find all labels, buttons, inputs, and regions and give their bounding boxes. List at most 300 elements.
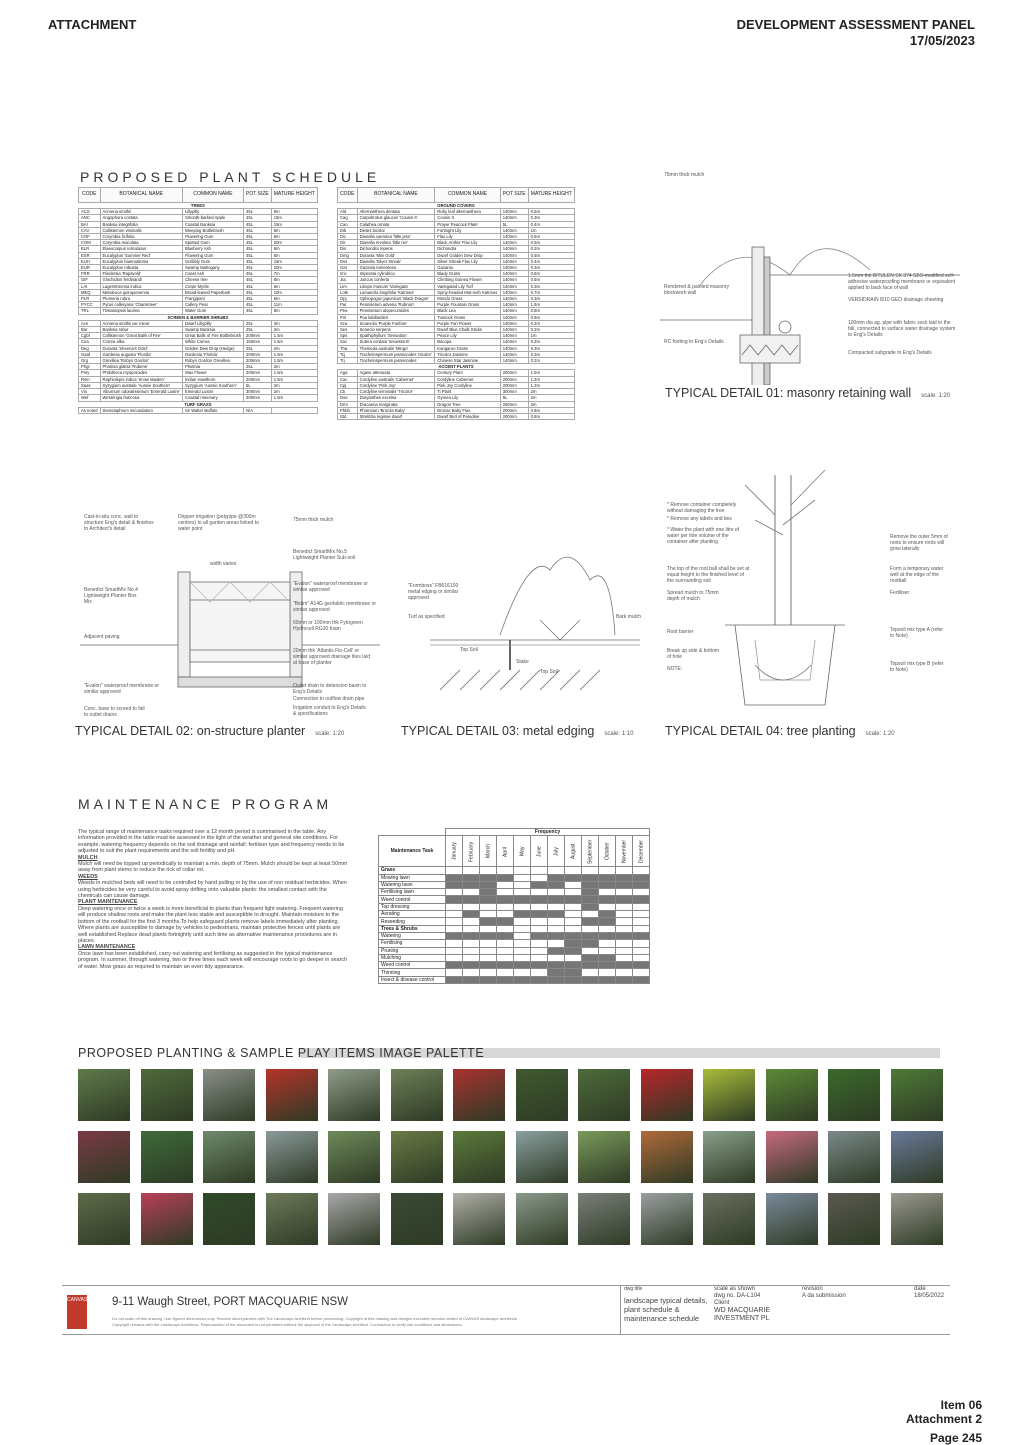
- d2-note-mulch: 75mm thick mulch: [293, 517, 334, 523]
- schedule-cell: 0.5m: [528, 240, 574, 246]
- schedule-column-header: MATURE HEIGHT: [271, 188, 317, 203]
- maintenance-cell: [463, 889, 480, 896]
- maintenance-cell: [446, 874, 463, 881]
- schedule-row: [338, 314, 575, 320]
- maintenance-cell: [497, 976, 514, 983]
- maintenance-cell: [531, 874, 548, 881]
- schedule-cell: 0.2m: [528, 246, 574, 252]
- palette-photo: [453, 1131, 505, 1183]
- maintenance-cell: [446, 969, 463, 976]
- schedule-cell: 0.7m: [528, 289, 574, 295]
- schedule-cell: Frangipani: [182, 296, 243, 302]
- schedule-cell: Dragon Tree: [435, 401, 500, 407]
- d4-note-root-barrier: Root barrier: [667, 629, 694, 635]
- schedule-cell: Cpj: [338, 382, 358, 388]
- schedule-cell: [271, 407, 317, 413]
- palette-photo: [641, 1069, 693, 1121]
- schedule-cell: Correa alba: [100, 339, 182, 345]
- month-header: November: [616, 836, 633, 867]
- schedule-cell: Tristaniopsis laurina: [100, 308, 182, 314]
- schedule-cell: Pol: [338, 314, 358, 320]
- maintenance-cell: [548, 969, 565, 976]
- maintenance-frequency-row: [379, 829, 650, 836]
- schedule-cell: MEQ: [79, 289, 101, 295]
- schedule-cell: Cordyline 'Pink Joy': [357, 382, 435, 388]
- schedule-cell: 140mm: [500, 314, 528, 320]
- schedule-cell: Photinia glabra 'Rubens': [100, 364, 182, 370]
- schedule-cell: Drm: [338, 401, 358, 407]
- schedule-row: [79, 258, 318, 264]
- maintenance-cell: [582, 925, 599, 932]
- schedule-cell: 25L: [244, 327, 272, 333]
- schedule-cell: Poa labillardieri: [357, 314, 435, 320]
- d4-note-labels: * Remove any labels and ties: [667, 516, 732, 522]
- schedule-cell: 45L: [244, 289, 272, 295]
- schedule-cell: Dianella revoluta 'little rev': [357, 240, 435, 246]
- schedule-cell: Swamp Mahogany: [182, 265, 243, 271]
- d1-note-drain: VERSIDRAIN 8/10 GEO drainage sheeting: [848, 297, 944, 303]
- d1-note-pipe: 100mm dia ag. pipe with fabric sock laid to the fall, connected to surface water drainage system to Eng's Details: [848, 320, 956, 338]
- schedule-cell: Acs: [79, 320, 101, 326]
- schedule-cell: 0.5m: [528, 252, 574, 258]
- schedule-cell: 140mm: [500, 277, 528, 283]
- maintenance-cell: [599, 969, 616, 976]
- schedule-cell: Variegated Lily Turf: [435, 283, 500, 289]
- maintenance-cell: [565, 874, 582, 881]
- schedule-cell: 2m: [271, 364, 317, 370]
- schedule-cell: 45L: [244, 271, 272, 277]
- schedule-cell: 200mm: [244, 395, 272, 401]
- palette-photo: [828, 1069, 880, 1121]
- schedule-cell: Saas: [79, 382, 101, 388]
- schedule-cell: Grevillea 'Robyn Gordon': [100, 358, 182, 364]
- maintenance-cell: [633, 940, 650, 947]
- schedule-cell: Suc: [338, 339, 358, 345]
- maintenance-cell: [599, 932, 616, 939]
- maintenance-cell: [565, 932, 582, 939]
- schedule-cell: 1.2m: [528, 382, 574, 388]
- schedule-section-name: GROUND COVERS: [338, 203, 575, 209]
- detail-04-title: [665, 724, 895, 738]
- maintenance-cell: [480, 954, 497, 961]
- schedule-cell: Climbing Guinea Flower: [435, 277, 500, 283]
- schedule-row: [338, 376, 575, 382]
- schedule-cell: N/A: [244, 407, 272, 413]
- schedule-row: [338, 302, 575, 308]
- maintenance-cell: [565, 925, 582, 932]
- schedule-cell: Juncus conferta: [357, 277, 435, 283]
- maintenance-cell: [497, 911, 514, 918]
- maintenance-cell: [497, 881, 514, 888]
- schedule-cell: 45L: [244, 283, 272, 289]
- palette-photo: [141, 1193, 193, 1245]
- schedule-row: [79, 351, 318, 357]
- maintenance-cell: [514, 867, 531, 874]
- maintenance-cell: [565, 918, 582, 925]
- maintenance-cell: [633, 889, 650, 896]
- palette-photo: [703, 1069, 755, 1121]
- schedule-cell: 140mm: [500, 345, 528, 351]
- maintenance-heading: LAWN MAINTENANCE: [78, 944, 136, 951]
- schedule-cell: Dic: [338, 234, 358, 240]
- maintenance-group-name: Grass: [379, 867, 446, 874]
- maintenance-paragraph: Weeds in mulched beds will need to be controlled by hand pulling or by the use of non residual herbicides. When using herbicides be very careful to avoid spray drifting onto valuable plants: the smallest contact with the chemicals can cause damage.: [78, 880, 347, 900]
- detail-02-title-text: TYPICAL DETAIL 02: on-structure planter: [75, 724, 306, 738]
- maintenance-task-row: [379, 903, 650, 910]
- month-header: February: [463, 836, 480, 867]
- d4-note-container: * Remove container completely without damaging the tree: [667, 502, 737, 514]
- schedule-cell: Weeping Bottlebrush: [182, 227, 243, 233]
- panel-date: 17/05/2023: [909, 33, 975, 48]
- palette-photo: [328, 1131, 380, 1183]
- schedule-cell: 45L: [244, 215, 272, 221]
- schedule-row: [79, 339, 318, 345]
- schedule-cell: Dis: [338, 246, 358, 252]
- schedule-cell: Dss: [338, 258, 358, 264]
- maintenance-cell: [531, 969, 548, 976]
- d2-note-foam: 60mm or 100mm thk Fytogreen Hydrocell RG30 foam: [293, 620, 363, 632]
- schedule-cell: ELR: [79, 246, 101, 252]
- schedule-row: [338, 277, 575, 283]
- schedule-cell: Eucalyptus 'Summer Red': [100, 252, 182, 258]
- schedule-cell: 200mm: [500, 376, 528, 382]
- schedule-cell: 200mm: [500, 370, 528, 376]
- maintenance-cell: [446, 903, 463, 910]
- maintenance-cell: [616, 903, 633, 910]
- d4-note-break-up: Break up side & bottom of hole: [667, 648, 719, 660]
- schedule-cell: 140mm: [500, 289, 528, 295]
- maintenance-cell: [463, 962, 480, 969]
- schedule-cell: Agave attenuata: [357, 370, 435, 376]
- maintenance-cell: [480, 896, 497, 903]
- schedule-cell: Dwarf Lillypilly: [182, 320, 243, 326]
- schedule-column-header: COMMON NAME: [182, 188, 243, 203]
- maintenance-cell: [565, 976, 582, 983]
- schedule-cell: Raphiolepis indica 'Snow Maiden': [100, 376, 182, 382]
- schedule-cell: 140mm: [500, 308, 528, 314]
- schedule-cell: 45L: [244, 302, 272, 308]
- maintenance-heading: PLANT MAINTENANCE: [78, 899, 138, 906]
- maintenance-cell: [565, 867, 582, 874]
- schedule-cell: 140mm: [500, 258, 528, 264]
- maintenance-cell: [514, 940, 531, 947]
- maintenance-task-row: [379, 911, 650, 918]
- maintenance-table: [378, 828, 650, 984]
- schedule-cell: 10m: [271, 289, 317, 295]
- maintenance-task-name: Watering: [379, 932, 446, 939]
- schedule-cell: Gymea Lily: [435, 395, 500, 401]
- schedule-cell: Eucalyptus haemastoma: [100, 258, 182, 264]
- schedule-cell: Dracaena marginata: [357, 401, 435, 407]
- maintenance-cell: [582, 896, 599, 903]
- maintenance-cell: [480, 903, 497, 910]
- maintenance-cell: [565, 903, 582, 910]
- schedule-cell: 2m: [271, 327, 317, 333]
- schedule-cell: Dianella caerulea 'little jess': [357, 234, 435, 240]
- schedule-cell: Coa: [79, 339, 101, 345]
- schedule-cell: EUH: [79, 258, 101, 264]
- date-value: 18/05/2022: [914, 1293, 945, 1299]
- schedule-cell: 1.5m: [528, 370, 574, 376]
- maintenance-cell: [599, 874, 616, 881]
- schedule-cell: Cousin It: [435, 215, 500, 221]
- maintenance-task-row: [379, 896, 650, 903]
- maintenance-cell: [480, 925, 497, 932]
- schedule-cell: Lim: [338, 283, 358, 289]
- schedule-cell: Flowering Gum: [182, 234, 243, 240]
- d1-note-mulch: 75mm thick mulch: [664, 172, 705, 178]
- maintenance-task-name: Weed control: [379, 962, 446, 969]
- schedule-cell: Dwarf Bird of Paradise: [435, 413, 500, 419]
- schedule-header-row: [79, 188, 318, 203]
- month-header: March: [480, 836, 497, 867]
- maintenance-cell: [497, 954, 514, 961]
- schedule-column-header: CODE: [79, 188, 101, 203]
- schedule-cell: 0.8m: [528, 314, 574, 320]
- schedule-cell: Pennisetum alopecuroides: [357, 308, 435, 314]
- schedule-cell: Coastal rosemary: [182, 395, 243, 401]
- maintenance-cell: [565, 940, 582, 947]
- schedule-column-header: POT SIZE: [244, 188, 272, 203]
- maintenance-cell: [514, 889, 531, 896]
- schedule-cell: 140mm: [500, 327, 528, 333]
- schedule-column-header: CODE: [338, 188, 358, 203]
- titleblock-bottom-rule: [62, 1334, 950, 1335]
- maintenance-text: [78, 829, 348, 970]
- maintenance-cell: [446, 881, 463, 888]
- schedule-cell: Imc: [338, 271, 358, 277]
- d1-note-wall: Rendered & painted masonry blockwork wall: [664, 284, 730, 296]
- schedule-cell: 1.5m: [528, 302, 574, 308]
- maintenance-cell: [633, 881, 650, 888]
- schedule-cell: Calathea ornata: [357, 221, 435, 227]
- palette-photo: [766, 1193, 818, 1245]
- schedule-cell: 2m: [271, 389, 317, 395]
- schedule-row: [338, 221, 575, 227]
- schedule-cell: 20m: [271, 265, 317, 271]
- schedule-cell: Cheese tree: [182, 277, 243, 283]
- schedule-cell: 1.5m: [271, 358, 317, 364]
- maintenance-cell: [514, 976, 531, 983]
- maintenance-cell: [599, 881, 616, 888]
- palette-photo: [578, 1131, 630, 1183]
- schedule-cell: Bacopa: [435, 339, 500, 345]
- schedule-cell: Cgbf: [79, 333, 101, 339]
- palette-photo: [891, 1069, 943, 1121]
- maintenance-paragraph: Mulch will need be topped up periodically to maintain a min. depth of 75mm. Mulch should be kept at least 50mm away from plant stems to reduce the rick of collar rot.: [78, 861, 348, 874]
- schedule-column-header: COMMON NAME: [435, 188, 500, 203]
- schedule-cell: Spathiphyllum 'Sensation': [357, 333, 435, 339]
- maintenance-cell: [497, 867, 514, 874]
- schedule-cell: 0.6m: [528, 271, 574, 277]
- maintenance-cell: [497, 925, 514, 932]
- maintenance-group-row: [379, 925, 650, 932]
- maintenance-cell: [480, 947, 497, 954]
- schedule-cell: 0.4m: [528, 258, 574, 264]
- schedule-cell: Mondo Grass: [435, 296, 500, 302]
- d3-note-topsoil: Top Soil: [460, 647, 478, 653]
- maintenance-cell: [446, 932, 463, 939]
- maintenance-cell: [616, 940, 633, 947]
- palette-photo: [266, 1069, 318, 1121]
- schedule-cell: 3m: [271, 320, 317, 326]
- schedule-cell: Par: [338, 302, 358, 308]
- maintenance-cell: [480, 867, 497, 874]
- schedule-cell: Fortnight Lily: [435, 227, 500, 233]
- schedule-row: [338, 370, 575, 376]
- schedule-row: [79, 333, 318, 339]
- schedule-row: [338, 240, 575, 246]
- palette-photo: [391, 1131, 443, 1183]
- maintenance-cell: [480, 881, 497, 888]
- schedule-cell: 2m: [528, 389, 574, 395]
- item-reference: [906, 1398, 982, 1426]
- schedule-cell: Vio: [79, 389, 101, 395]
- maintenance-cell: [582, 947, 599, 954]
- detail-01-scale: scale: 1:20: [921, 393, 951, 399]
- maintenance-cell: [531, 925, 548, 932]
- maintenance-cell: [616, 962, 633, 969]
- maintenance-cell: [446, 896, 463, 903]
- schedule-cell: Deg: [79, 345, 101, 351]
- schedule-column-header: POT SIZE: [500, 188, 528, 203]
- maintenance-cell: [582, 874, 599, 881]
- schedule-cell: 15m: [271, 221, 317, 227]
- maintenance-paragraph: Deep watering once or twice a week is more beneficial to plants than frequent light watering. Frequent watering will produce shallow roots and make the plant less stable and susceptible to drought. Maintain moisture to the bottom of the rootball for the first 3 months.To help safeguard plants remove labels immediately after planting. Where plants are susceptible to damage by vehicles to pedestrians, maintain protective fences until plants are well established.Replace dead plants fortnightly until such time as alternative maintenance procedures are in places.: [78, 905, 343, 944]
- schedule-cell: 1.5m: [271, 339, 317, 345]
- schedule-cell: Dianella 'Silver Streak': [357, 258, 435, 264]
- schedule-cell: 7m: [271, 271, 317, 277]
- schedule-cell: 140mm: [500, 351, 528, 357]
- schedule-cell: 45L: [244, 277, 272, 283]
- maintenance-cell: [497, 947, 514, 954]
- maintenance-cell: [514, 932, 531, 939]
- schedule-cell: Cag: [338, 215, 358, 221]
- maintenance-cell: [463, 954, 480, 961]
- schedule-cell: Ophiopogon japonicus 'Black Dragon': [357, 296, 435, 302]
- detail-03-drawing: [400, 540, 650, 720]
- schedule-cell: Banksia integrifolia: [100, 221, 182, 227]
- schedule-row: [79, 407, 318, 413]
- schedule-cell: Bronze Baby Flax: [435, 407, 500, 413]
- schedule-cell: 200mm: [500, 413, 528, 419]
- maintenance-task-row: [379, 889, 650, 896]
- client-label: Client: [714, 1300, 730, 1306]
- schedule-cell: Pyrus calleryana 'Chanticleer': [100, 302, 182, 308]
- detail-04-scale: scale: 1:20: [865, 731, 895, 737]
- schedule-cell: 140mm: [500, 339, 528, 345]
- maintenance-cell: [633, 976, 650, 983]
- d4-note-topsoil-a: Topsoil mix type A (refer to Note): [890, 627, 944, 639]
- schedule-cell: 45L: [244, 234, 272, 240]
- maintenance-month-row: [379, 836, 650, 867]
- schedule-cell: 0.4m: [528, 221, 574, 227]
- schedule-cell: Ti Plant: [435, 389, 500, 395]
- schedule-cell: Callery Pear: [182, 302, 243, 308]
- schedule-cell: Acmena smithii: [100, 209, 182, 215]
- maintenance-cell: [599, 903, 616, 910]
- schedule-cell: Melaleuca quinquenervia: [100, 289, 182, 295]
- copyright-line-2: Copyright remains with the Landscape Architects. Reproduction of the document is not permitted without the approval of the Landscape Architect. Contractors to verify site conditions and dimensions.: [112, 1322, 463, 1327]
- maintenance-cell: [463, 903, 480, 910]
- schedule-row: [338, 296, 575, 302]
- schedule-cell: White Correa: [182, 339, 243, 345]
- schedule-cell: Black Lea: [435, 308, 500, 314]
- maintenance-cell: [599, 867, 616, 874]
- schedule-row: [79, 265, 318, 271]
- schedule-cell: Peace Lily: [435, 333, 500, 339]
- d2-note-outlet: Outlet drain to detension basin to Eng's Details: [293, 683, 367, 695]
- attachment-label: ATTACHMENT: [48, 17, 137, 32]
- schedule-cell: Purple Fan Flower: [435, 320, 500, 326]
- maintenance-cell: [480, 962, 497, 969]
- maintenance-cell: [480, 976, 497, 983]
- d2-note-evalon: "Evalon" waterproof membrane or similar approved: [293, 581, 368, 593]
- maintenance-task-name: Pruning: [379, 947, 446, 954]
- schedule-cell: Prayer Peacock Plant: [435, 221, 500, 227]
- schedule-cell: Spotted Gum: [182, 240, 243, 246]
- schedule-cell: 140mm: [500, 320, 528, 326]
- maintenance-cell: [633, 896, 650, 903]
- maintenance-cell: [616, 881, 633, 888]
- d2-note-flocell: 20mm thk 'Atlantis Flo-Cell' or similar approved drainage tiles laid at base of planter: [293, 648, 370, 666]
- schedule-cell: 140mm: [500, 227, 528, 233]
- palette-photo: [641, 1193, 693, 1245]
- maintenance-cell: [633, 969, 650, 976]
- maintenance-task-name: Top dressing: [379, 903, 446, 910]
- schedule-cell: 250mm: [500, 401, 528, 407]
- scale-value: scale as shown: [714, 1286, 756, 1292]
- maintenance-cell: [548, 918, 565, 925]
- schedule-row: [79, 215, 318, 221]
- schedule-cell: 140mm: [500, 333, 528, 339]
- maintenance-cell: [446, 947, 463, 954]
- maintenance-cell: [565, 947, 582, 954]
- maintenance-cell: [548, 962, 565, 969]
- schedule-cell: Ald: [338, 209, 358, 215]
- palette-photo: [453, 1193, 505, 1245]
- schedule-cell: Callistemon viminalis: [100, 227, 182, 233]
- schedule-cell: Lillypilly: [182, 209, 243, 215]
- maintenance-task-row: [379, 881, 650, 888]
- schedule-cell: 2m: [528, 401, 574, 407]
- maintenance-cell: [548, 976, 565, 983]
- maintenance-cell: [548, 896, 565, 903]
- d2-note-boxmix: Benedict SmartMix No.4 Lightweight Planter Box Mix: [84, 587, 138, 605]
- schedule-cell: As noted: [79, 407, 101, 413]
- maintenance-cell: [616, 867, 633, 874]
- maintenance-cell: [565, 911, 582, 918]
- schedule-cell: 25L: [244, 364, 272, 370]
- schedule-cell: Banksia robur: [100, 327, 182, 333]
- copyright-notes: [112, 1316, 592, 1328]
- schedule-cell: Opj: [338, 296, 358, 302]
- maintenance-cell: [480, 911, 497, 918]
- schedule-cell: 0.2m: [528, 320, 574, 326]
- maintenance-cell: [548, 867, 565, 874]
- palette-photo: [891, 1131, 943, 1183]
- maintenance-cell: [531, 947, 548, 954]
- maintenance-cell: [582, 867, 599, 874]
- schedule-cell: Flax Lily: [435, 234, 500, 240]
- schedule-cell: Purple Fountain Grass: [435, 302, 500, 308]
- maintenance-cell: [599, 947, 616, 954]
- maintenance-cell: [633, 947, 650, 954]
- maintenance-cell: [548, 954, 565, 961]
- schedule-cell: 2m: [271, 345, 317, 351]
- dwg-number: dwg no. DA-L104: [714, 1293, 761, 1299]
- d4-note-note: NOTE:: [667, 666, 683, 672]
